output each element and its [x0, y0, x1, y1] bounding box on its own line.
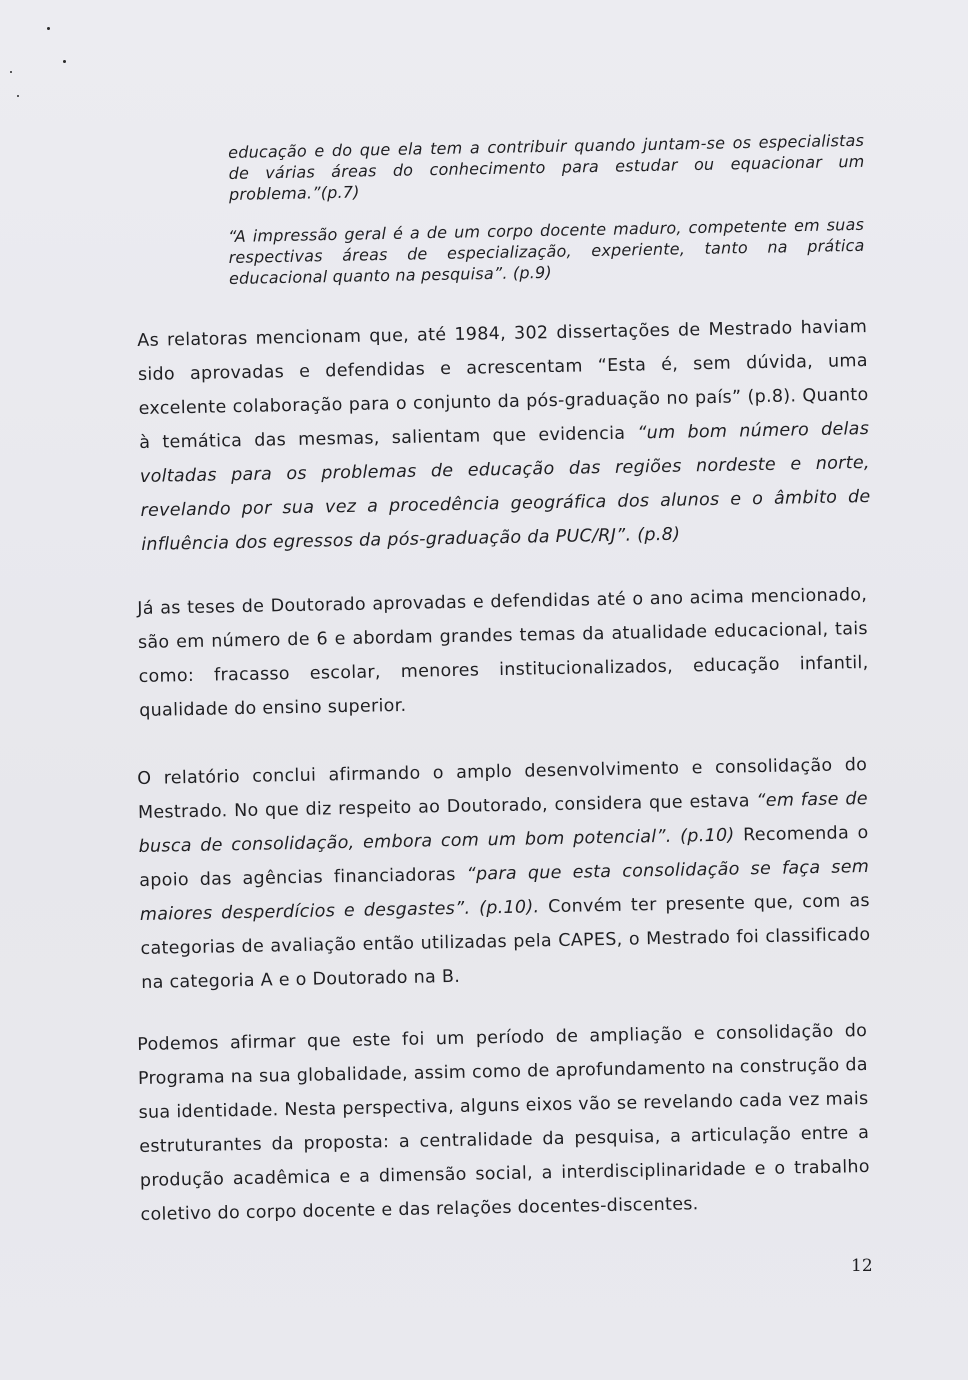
paragraph-text: Podemos afirmar que este foi um período de ampliação e consolidação do Programa na sua globalidade, assim como de aprofundamento na construção da sua identidade. Nesta perspectiva, alguns eixos vão se revelando cada vez mais estruturantes da proposta: a centralidade da pesquisa, a articulação entre a produção acadêmica e a dimensão social, a interdisciplinaridade e o trabalho coletivo do corpo docente e das relações docentes-discentes. — [137, 1020, 870, 1225]
block-quote-1 — [228, 130, 865, 205]
block-quote-2 — [228, 214, 865, 289]
scan-speck — [63, 60, 66, 63]
paragraph-2 — [137, 578, 869, 728]
paragraph-text: O relatório conclui afirmando o amplo desenvolvimento e consolidação do Mestrado. No que diz respeito ao Doutorado, considera que estava — [137, 754, 868, 823]
paragraph-text: Recomenda o apoio das agências financiadoras — [139, 822, 869, 891]
paragraph-quote: “em fase de busca de consolidação, embora com um bom potencial”. (p.10) — [138, 788, 869, 857]
scan-speck — [17, 95, 19, 97]
quote-text: educação e do que ela tem a contribuir quando juntam-se os especialistas de várias áreas do conhecimento para estudar ou equacionar um problema.”(p.7) — [228, 130, 865, 204]
paragraph-quote: “para que esta consolidação se faça sem maiores desperdícios e desgastes”. (p.10). — [139, 856, 870, 925]
paragraph-text: As relatoras mencionam que, até 1984, 302 dissertações de Mestrado haviam sido aprovadas e defendidas e acrescentam “Esta é, sem dúvida, uma excelente colaboração para o conjunto da pós-graduação no país” (p.8). Quanto à temática das mesmas, salientam que evidencia — [137, 316, 869, 453]
scan-speck — [47, 27, 50, 30]
paragraph-text: Convém ter presente que, com as categorias de avaliação então utilizadas pela CAPES, o Mestrado foi classificado na categoria A e o Doutorado na B. — [140, 890, 871, 993]
page-number: 12 — [851, 1256, 873, 1276]
scan-speck — [10, 71, 12, 73]
paragraph-quote: “um bom número delas voltadas para os problemas de educação das regiões nordeste e norte, revelando por sua vez a procedência geográfica dos alunos e o âmbito de influência dos egressos da pós-graduação da PUC/RJ”. (p.8) — [139, 418, 871, 555]
paragraph-1 — [137, 310, 871, 562]
quote-text: “A impressão geral é a de um corpo docente maduro, competente em suas respectivas áreas de especialização, experiente, tanto na prática educacional quanto na pesquisa”. (p.9) — [228, 214, 865, 288]
paragraph-text: Já as teses de Doutorado aprovadas e defendidas até o ano acima mencionado, são em número de 6 e abordam grandes temas da atualidade educacional, tais como: fracasso escolar, menores institucionalizados, educação infantil, qualidade do ensino superior. — [137, 584, 869, 721]
paragraph-4 — [137, 1014, 871, 1232]
paragraph-3 — [137, 748, 871, 1000]
